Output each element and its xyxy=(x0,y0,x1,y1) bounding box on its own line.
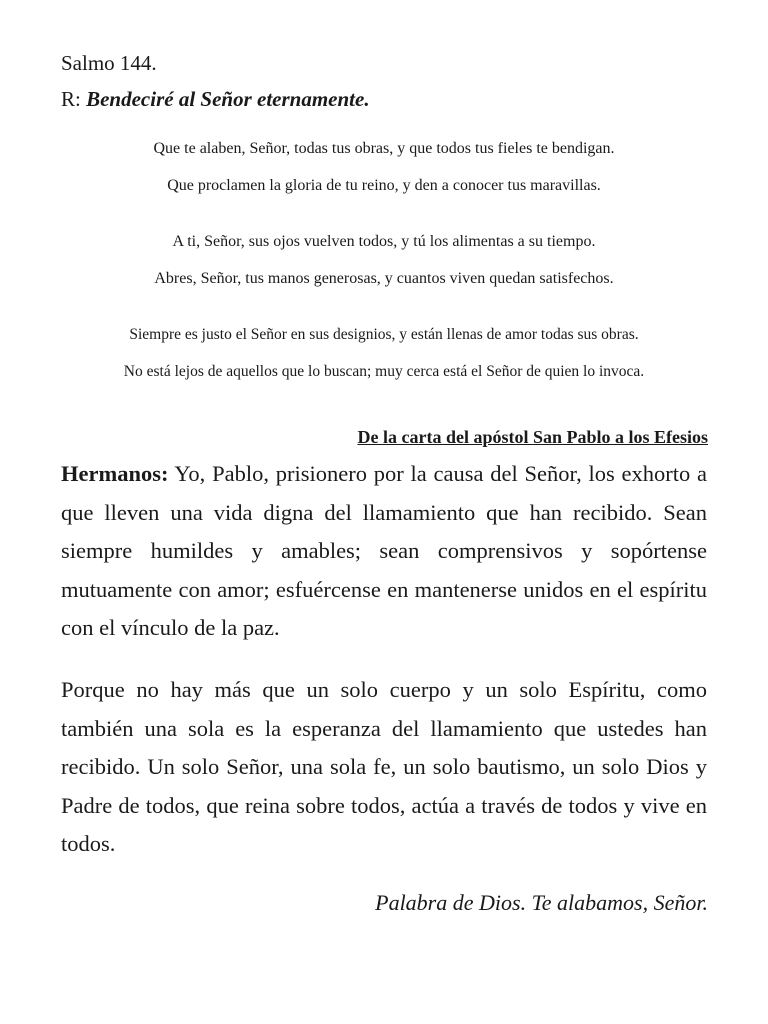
reading-source-heading: De la carta del apóstol San Pablo a los Efesios xyxy=(357,427,708,447)
stanza-line: Abres, Señor, tus manos generosas, y cuantos viven quedan satisfechos. xyxy=(154,270,614,287)
psalm-stanza-2 xyxy=(40,231,728,305)
psalm-refrain xyxy=(61,86,370,112)
stanza-line: Siempre es justo el Señor en sus designios, y están llenas de amor todas sus obras. xyxy=(129,326,639,343)
refrain-response: Bendeciré al Señor eternamente. xyxy=(86,87,370,111)
psalm-title: Salmo 144. xyxy=(61,51,157,75)
stanza-line: Que te alaben, Señor, todas tus obras, y que todos tus fieles te bendigan. xyxy=(153,140,615,157)
psalm-stanza-1 xyxy=(40,138,728,212)
stanza-line: Que proclamen la gloria de tu reino, y den a conocer tus maravillas. xyxy=(167,177,601,194)
refrain-prefix: R: xyxy=(61,87,81,111)
stanza-line: No está lejos de aquellos que lo buscan; muy cerca está el Señor de quien lo invoca. xyxy=(123,363,645,380)
reading-paragraph-1 xyxy=(61,455,707,648)
reading-lead: Hermanos: xyxy=(61,461,169,486)
stanza-line: A ti, Señor, sus ojos vuelven todos, y tú los alimentas a su tiempo. xyxy=(172,233,596,250)
reading-acclamation: Palabra de Dios. Te alabamos, Señor. xyxy=(375,890,708,915)
reading-paragraph-2: Porque no hay más que un solo cuerpo y un solo Espíritu, como también una sola es la esperanza del llamamiento que ustedes han recibido. Un solo Señor, una sola fe, un solo bautismo, un solo Dios y Padre de todos, que reina sobre todos, actúa a través de todos y vive en todos. xyxy=(61,677,707,857)
psalm-stanza-3 xyxy=(40,324,728,398)
reading-paragraph-1-text: Yo, Pablo, prisionero por la causa del Señor, los exhorto a que lleven una vida digna del llamamiento que han recibido. Sean siempre humildes y amables; sean comprensivos y sopórtense mutuamente con amor; esfuércense en mantenerse unidos en el espíritu con el vínculo de la paz. xyxy=(61,461,707,641)
